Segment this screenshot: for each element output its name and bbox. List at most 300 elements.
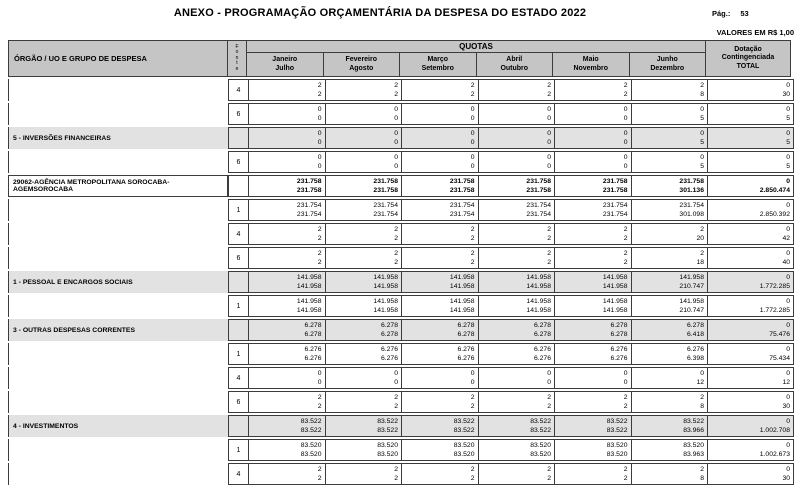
month-cell	[479, 464, 556, 484]
value-line-1: 2	[547, 226, 551, 233]
month-cell	[326, 128, 403, 148]
fonte-letter: e	[235, 65, 239, 72]
value-line-2: 5	[700, 163, 704, 170]
month-cell	[249, 464, 326, 484]
value-line-1: 0	[317, 130, 322, 137]
value-line-1: 2	[700, 226, 704, 233]
value-line-1: 231.758	[602, 178, 628, 185]
dotacao-cell	[708, 368, 793, 388]
page-title: ANEXO - PROGRAMAÇÃO ORÇAMENTÁRIA DA DESPESA DO ESTADO 2022	[173, 7, 587, 19]
value-line-2: 0	[547, 379, 551, 386]
value-line-2: 1.002.708	[759, 427, 790, 434]
row-label	[8, 223, 228, 245]
month-cell	[479, 416, 556, 436]
value-line-2: 83.520	[300, 451, 322, 458]
value-line-1: 0	[786, 394, 790, 401]
value-line-2: 18	[696, 259, 704, 266]
month-cell	[326, 392, 403, 412]
value-line-1: 2	[317, 82, 322, 89]
row-values	[228, 271, 794, 293]
value-line-1: 0	[786, 466, 790, 473]
value-line-2: 8	[700, 91, 704, 98]
month-cell	[326, 416, 403, 436]
value-line-2: 12	[696, 379, 704, 386]
value-line-2: 2	[547, 403, 551, 410]
month-cell	[326, 248, 403, 268]
row-values	[228, 463, 794, 485]
month-cell	[632, 128, 709, 148]
value-line-1: 2	[470, 82, 475, 89]
month-cell	[479, 272, 556, 292]
value-line-1: 6.276	[457, 346, 475, 353]
row-label	[8, 199, 228, 221]
row-label: 1 - PESSOAL E ENCARGOS SOCIAIS	[8, 271, 228, 293]
table-row	[8, 127, 794, 149]
value-line-1: 0	[700, 154, 704, 161]
value-line-2: 2	[394, 91, 398, 98]
month-cell	[402, 176, 479, 196]
value-line-1: 231.758	[296, 178, 322, 185]
value-line-2: 2	[394, 235, 398, 242]
month-cell	[249, 296, 326, 316]
month-cell	[479, 344, 556, 364]
value-line-2: 2	[317, 235, 322, 242]
value-line-2: 2	[623, 403, 628, 410]
value-line-2: 20	[696, 235, 704, 242]
value-line-1: 2	[700, 466, 704, 473]
value-line-2: 6.418	[686, 331, 704, 338]
value-line-2: 83.522	[606, 427, 628, 434]
currency-note: VALORES EM R$ 1,00	[716, 28, 794, 37]
row-label	[8, 247, 228, 269]
value-line-1: 6.276	[380, 346, 398, 353]
month-cell	[402, 248, 479, 268]
month-line-1: Abril	[506, 56, 523, 63]
value-line-2: 0	[394, 115, 398, 122]
dotacao-header-line: Contingenciada	[721, 54, 775, 62]
value-line-2: 1.772.285	[759, 283, 790, 290]
value-line-1: 2	[623, 226, 628, 233]
value-line-1: 231.758	[449, 178, 475, 185]
value-line-1: 2	[470, 466, 475, 473]
month-cell	[632, 440, 709, 460]
value-line-2: 6.276	[380, 355, 398, 362]
month-cell	[249, 152, 326, 172]
row-label	[8, 439, 228, 461]
value-line-1: 0	[394, 106, 398, 113]
value-line-2: 5	[786, 115, 790, 122]
month-cell	[402, 392, 479, 412]
page-number: 53	[740, 9, 749, 18]
value-line-1: 2	[547, 250, 551, 257]
value-line-2: 0	[547, 139, 551, 146]
month-cell	[632, 320, 709, 340]
month-cell	[555, 296, 632, 316]
row-label	[8, 463, 228, 485]
value-line-1: 83.520	[300, 442, 322, 449]
month-cell	[402, 296, 479, 316]
month-cell	[632, 248, 709, 268]
value-line-2: 1.772.285	[759, 307, 790, 314]
value-line-1: 231.754	[526, 202, 551, 209]
value-line-1: 141.958	[296, 274, 322, 281]
value-line-2: 83.520	[453, 451, 475, 458]
month-cell	[249, 128, 326, 148]
row-label: 29062-AGÊNCIA METROPOLITANA SOROCABA-AGEMSOROCABA	[8, 175, 228, 197]
value-line-1: 83.522	[530, 418, 551, 425]
month-cell	[479, 248, 556, 268]
value-line-2: 2	[547, 235, 551, 242]
table-row	[8, 175, 794, 197]
fonte-column-header	[227, 40, 247, 77]
value-line-2: 5	[700, 115, 704, 122]
value-line-2: 0	[317, 139, 322, 146]
month-cell	[555, 320, 632, 340]
row-values	[228, 367, 794, 389]
month-cell	[402, 272, 479, 292]
month-cell	[402, 104, 479, 124]
value-line-1: 141.958	[602, 274, 628, 281]
value-line-2: 0	[623, 115, 628, 122]
value-line-2: 0	[394, 163, 398, 170]
month-line-1: Março	[427, 56, 449, 63]
month-header	[324, 53, 401, 76]
page-indicator	[712, 9, 749, 18]
value-line-2: 0	[470, 139, 475, 146]
dotacao-cell	[708, 248, 793, 268]
value-line-1: 0	[786, 154, 790, 161]
value-line-1: 83.522	[377, 418, 398, 425]
value-line-2: 2.850.474	[759, 187, 790, 194]
value-line-2: 6.278	[304, 331, 322, 338]
month-cell	[555, 80, 632, 100]
value-line-1: 2	[317, 394, 322, 401]
value-line-1: 83.520	[377, 442, 398, 449]
dotacao-column-header	[705, 40, 791, 77]
value-line-1: 231.758	[679, 178, 704, 185]
value-line-2: 2	[623, 475, 628, 482]
value-line-2: 231.754	[526, 211, 551, 218]
month-cell	[402, 344, 479, 364]
value-line-2: 141.958	[449, 307, 475, 314]
fonte-cell: 6	[229, 152, 249, 172]
dotacao-cell	[708, 80, 793, 100]
month-cell	[479, 200, 556, 220]
month-cell	[479, 152, 556, 172]
row-values	[228, 223, 794, 245]
month-cell	[326, 152, 403, 172]
value-line-2: 2	[317, 91, 322, 98]
fonte-letter: o	[235, 49, 239, 56]
value-line-2: 141.958	[373, 307, 398, 314]
dotacao-cell	[708, 296, 793, 316]
month-cell	[326, 176, 403, 196]
value-line-1: 6.276	[533, 346, 551, 353]
value-line-2: 6.276	[457, 355, 475, 362]
month-cell	[555, 416, 632, 436]
value-line-1: 6.276	[610, 346, 628, 353]
fonte-letter: F	[235, 43, 239, 50]
month-line-2: Setembro	[421, 64, 454, 72]
value-line-1: 2	[394, 466, 398, 473]
value-line-1: 2	[700, 250, 704, 257]
month-line-2: Julho	[275, 64, 295, 72]
dotacao-cell	[708, 176, 793, 196]
value-line-2: 0	[547, 115, 551, 122]
value-line-1: 6.278	[304, 322, 322, 329]
value-line-1: 83.520	[606, 442, 628, 449]
month-cell	[402, 224, 479, 244]
value-line-1: 2	[317, 226, 322, 233]
value-line-1: 0	[786, 106, 790, 113]
value-line-2: 210.747	[679, 283, 704, 290]
value-line-2: 301.136	[679, 187, 704, 194]
value-line-2: 141.958	[296, 283, 322, 290]
value-line-1: 231.754	[449, 202, 475, 209]
value-line-1: 6.278	[533, 322, 551, 329]
value-line-2: 75.434	[769, 355, 790, 362]
value-line-1: 0	[786, 202, 790, 209]
fonte-cell	[229, 176, 249, 196]
value-line-2: 2	[623, 235, 628, 242]
month-cell	[249, 200, 326, 220]
table-row	[8, 103, 794, 125]
value-line-2: 141.958	[526, 307, 551, 314]
value-line-1: 0	[623, 106, 628, 113]
value-line-2: 231.754	[296, 211, 322, 218]
table-row	[8, 151, 794, 173]
value-line-2: 2	[470, 475, 475, 482]
table-body	[8, 79, 794, 485]
value-line-2: 2	[317, 259, 322, 266]
month-cell	[326, 224, 403, 244]
value-line-1: 0	[786, 322, 790, 329]
value-line-2: 12	[782, 379, 790, 386]
value-line-1: 0	[623, 130, 628, 137]
value-line-2: 2	[470, 259, 475, 266]
value-line-2: 6.278	[457, 331, 475, 338]
month-line-1: Maio	[582, 56, 599, 63]
month-cell	[632, 104, 709, 124]
dotacao-cell	[708, 104, 793, 124]
month-cell	[632, 344, 709, 364]
table-row	[8, 319, 794, 341]
value-line-1: 2	[547, 466, 551, 473]
value-line-1: 2	[547, 394, 551, 401]
value-line-2: 83.522	[453, 427, 475, 434]
value-line-1: 0	[786, 250, 790, 257]
dotacao-cell	[708, 272, 793, 292]
row-label	[8, 367, 228, 389]
month-line-2: Dezembro	[650, 64, 685, 72]
value-line-2: 0	[623, 139, 628, 146]
value-line-2: 1.002.673	[759, 451, 790, 458]
value-line-2: 6.276	[610, 355, 628, 362]
value-line-1: 2	[623, 466, 628, 473]
month-cell	[249, 104, 326, 124]
value-line-2: 2	[394, 403, 398, 410]
month-header	[630, 53, 706, 76]
value-line-2: 0	[317, 163, 322, 170]
value-line-2: 30	[782, 403, 790, 410]
month-cell	[326, 368, 403, 388]
value-line-1: 2	[547, 82, 551, 89]
value-line-1: 141.958	[373, 274, 398, 281]
month-cell	[402, 128, 479, 148]
value-line-2: 2	[623, 259, 628, 266]
month-cell	[479, 320, 556, 340]
value-line-2: 0	[394, 139, 398, 146]
value-line-2: 83.522	[377, 427, 398, 434]
value-line-2: 141.958	[526, 283, 551, 290]
value-line-1: 0	[470, 106, 475, 113]
month-header	[553, 53, 630, 76]
value-line-2: 301.098	[679, 211, 704, 218]
month-cell	[555, 344, 632, 364]
month-cell	[479, 104, 556, 124]
row-values	[228, 103, 794, 125]
value-line-1: 0	[623, 370, 628, 377]
fonte-cell: 4	[229, 368, 249, 388]
value-line-1: 2	[623, 394, 628, 401]
value-line-1: 0	[547, 154, 551, 161]
month-cell	[479, 392, 556, 412]
dotacao-cell	[708, 128, 793, 148]
value-line-2: 231.758	[602, 187, 628, 194]
month-header	[477, 53, 554, 76]
month-cell	[632, 224, 709, 244]
row-values	[228, 439, 794, 461]
value-line-2: 6.276	[304, 355, 322, 362]
row-values	[228, 199, 794, 221]
month-cell	[555, 224, 632, 244]
row-label	[8, 103, 228, 125]
dotacao-cell	[708, 416, 793, 436]
value-line-1: 6.278	[686, 322, 704, 329]
month-cell	[632, 464, 709, 484]
table-row	[8, 343, 794, 365]
row-values	[228, 295, 794, 317]
month-cell	[249, 80, 326, 100]
month-cell	[249, 416, 326, 436]
value-line-2: 42	[782, 235, 790, 242]
month-cell	[632, 152, 709, 172]
month-cell	[249, 272, 326, 292]
value-line-1: 6.278	[380, 322, 398, 329]
value-line-1: 83.520	[683, 442, 704, 449]
row-label: 5 - INVERSÕES FINANCEIRAS	[8, 127, 228, 149]
month-line-2: Novembro	[573, 64, 609, 72]
table-row	[8, 271, 794, 293]
month-cell	[479, 176, 556, 196]
month-cell	[249, 392, 326, 412]
month-header	[247, 53, 324, 76]
fonte-cell	[229, 416, 249, 436]
value-line-1: 231.754	[296, 202, 322, 209]
value-line-1: 2	[394, 82, 398, 89]
value-line-2: 83.522	[530, 427, 551, 434]
row-values	[228, 247, 794, 269]
value-line-2: 6.398	[686, 355, 704, 362]
dotacao-header-line: TOTAL	[736, 62, 760, 70]
value-line-1: 141.958	[679, 274, 704, 281]
month-cell	[555, 176, 632, 196]
month-cell	[249, 320, 326, 340]
value-line-1: 0	[394, 154, 398, 161]
month-cell	[479, 440, 556, 460]
month-headers	[247, 53, 705, 76]
value-line-1: 83.522	[300, 418, 322, 425]
table-row	[8, 415, 794, 437]
value-line-1: 0	[547, 106, 551, 113]
month-line-2: Agosto	[349, 64, 374, 72]
value-line-2: 231.758	[449, 187, 475, 194]
value-line-1: 0	[317, 106, 322, 113]
value-line-2: 5	[786, 163, 790, 170]
value-line-1: 0	[394, 130, 398, 137]
value-line-1: 0	[786, 226, 790, 233]
table-row	[8, 391, 794, 413]
fonte-cell: 6	[229, 104, 249, 124]
value-line-2: 30	[782, 475, 790, 482]
value-line-2: 2	[547, 475, 551, 482]
value-line-1: 0	[470, 370, 475, 377]
month-header	[400, 53, 477, 76]
value-line-2: 231.754	[373, 211, 398, 218]
org-column-header: ÓRGÃO / UO E GRUPO DE DESPESA	[8, 40, 228, 77]
month-cell	[479, 80, 556, 100]
month-cell	[555, 440, 632, 460]
dotacao-cell	[708, 344, 793, 364]
value-line-1: 6.276	[304, 346, 322, 353]
row-values	[228, 415, 794, 437]
value-line-1: 0	[317, 370, 322, 377]
row-values	[228, 175, 794, 197]
month-line-2: Outubro	[500, 64, 529, 72]
value-line-1: 83.522	[453, 418, 475, 425]
value-line-1: 141.958	[526, 274, 551, 281]
month-cell	[402, 320, 479, 340]
month-cell	[632, 296, 709, 316]
value-line-2: 2.850.392	[759, 211, 790, 218]
value-line-1: 0	[786, 130, 790, 137]
month-cell	[632, 368, 709, 388]
fonte-cell	[229, 272, 249, 292]
value-line-1: 141.958	[449, 298, 475, 305]
value-line-1: 83.520	[530, 442, 551, 449]
month-cell	[326, 344, 403, 364]
value-line-1: 0	[470, 154, 475, 161]
value-line-1: 6.278	[457, 322, 475, 329]
month-line-1: Fevereiro	[345, 56, 378, 63]
month-cell	[555, 368, 632, 388]
value-line-2: 2	[547, 259, 551, 266]
month-cell	[555, 392, 632, 412]
value-line-1: 0	[394, 370, 398, 377]
value-line-1: 0	[786, 442, 790, 449]
value-line-1: 2	[394, 394, 398, 401]
value-line-1: 0	[786, 298, 790, 305]
value-line-2: 141.958	[449, 283, 475, 290]
month-cell	[249, 440, 326, 460]
fonte-cell: 4	[229, 464, 249, 484]
value-line-2: 2	[470, 235, 475, 242]
fonte-cell: 6	[229, 248, 249, 268]
dotacao-header-line: Dotação	[734, 45, 762, 53]
value-line-2: 83.520	[530, 451, 551, 458]
value-line-2: 0	[470, 379, 475, 386]
dotacao-cell	[708, 392, 793, 412]
